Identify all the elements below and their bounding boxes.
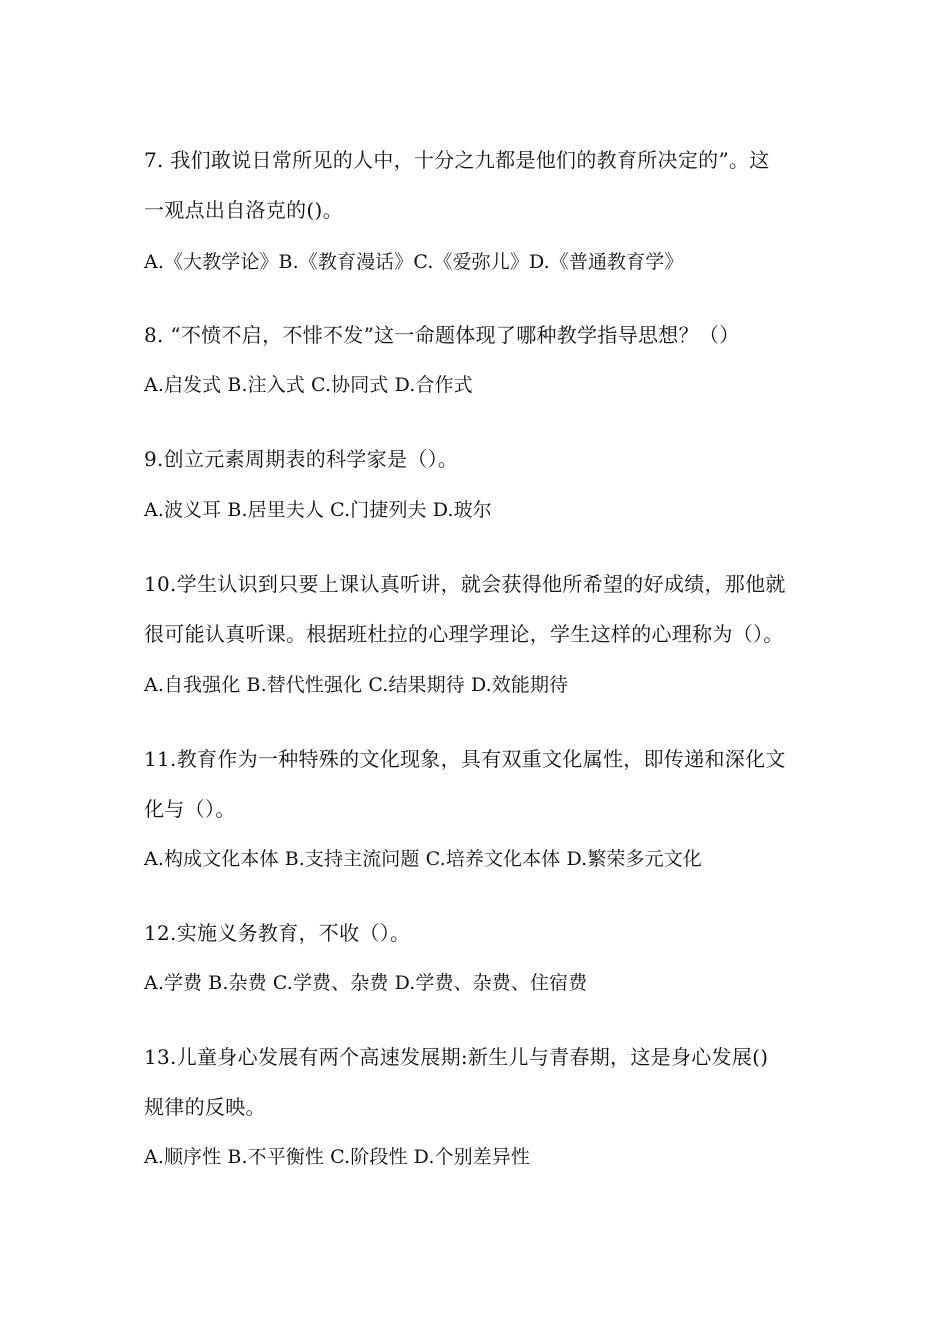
question-7-stem-line-1: 7. 我们敢说日常所见的人中，十分之九都是他们的教育所决定的”。这 xyxy=(144,148,770,172)
question-11-stem-line-2: 化与（）。 xyxy=(144,797,236,821)
question-13-options: A.顺序性 B.不平衡性 C.阶段性 D.个别差异性 xyxy=(144,1146,530,1168)
question-10-stem-line-2: 很可能认真听课。根据班杜拉的心理学理论，学生这样的心理称为（）。 xyxy=(144,622,784,646)
question-11-stem-line-1: 11.教育作为一种特殊的文化现象，具有双重文化属性，即传递和深化文 xyxy=(144,747,786,771)
question-8-options: A.启发式 B.注入式 C.协同式 D.合作式 xyxy=(144,374,473,396)
question-12-stem-line-1: 12.实施义务教育，不收（）。 xyxy=(144,921,411,945)
question-9-stem-line-1: 9.创立元素周期表的科学家是（）。 xyxy=(144,447,459,471)
question-11-options: A.构成文化本体 B.支持主流问题 C.培养文化本体 D.繁荣多元文化 xyxy=(144,848,702,870)
question-8-stem-line-1: 8. “不愤不启，不悱不发”这一命题体现了哪种教学指导思想？（） xyxy=(144,323,740,347)
question-13-stem-line-2: 规律的反映。 xyxy=(144,1095,266,1119)
question-7-options: A.《大教学论》B.《教育漫话》C.《爱弥儿》D.《普通教育学》 xyxy=(144,251,684,273)
question-7-stem-line-2: 一观点出自洛克的()。 xyxy=(144,198,343,222)
question-9-options: A.波义耳 B.居里夫人 C.门捷列夫 D.玻尔 xyxy=(144,499,492,521)
question-12-options: A.学费 B.杂费 C.学费、杂费 D.学费、杂费、住宿费 xyxy=(144,972,588,994)
question-10-options: A.自我强化 B.替代性强化 C.结果期待 D.效能期待 xyxy=(144,674,569,696)
question-10-stem-line-1: 10.学生认识到只要上课认真听讲，就会获得他所希望的好成绩，那他就 xyxy=(144,572,786,596)
question-13-stem-line-1: 13.儿童身心发展有两个高速发展期:新生儿与青春期，这是身心发展() xyxy=(144,1045,769,1069)
